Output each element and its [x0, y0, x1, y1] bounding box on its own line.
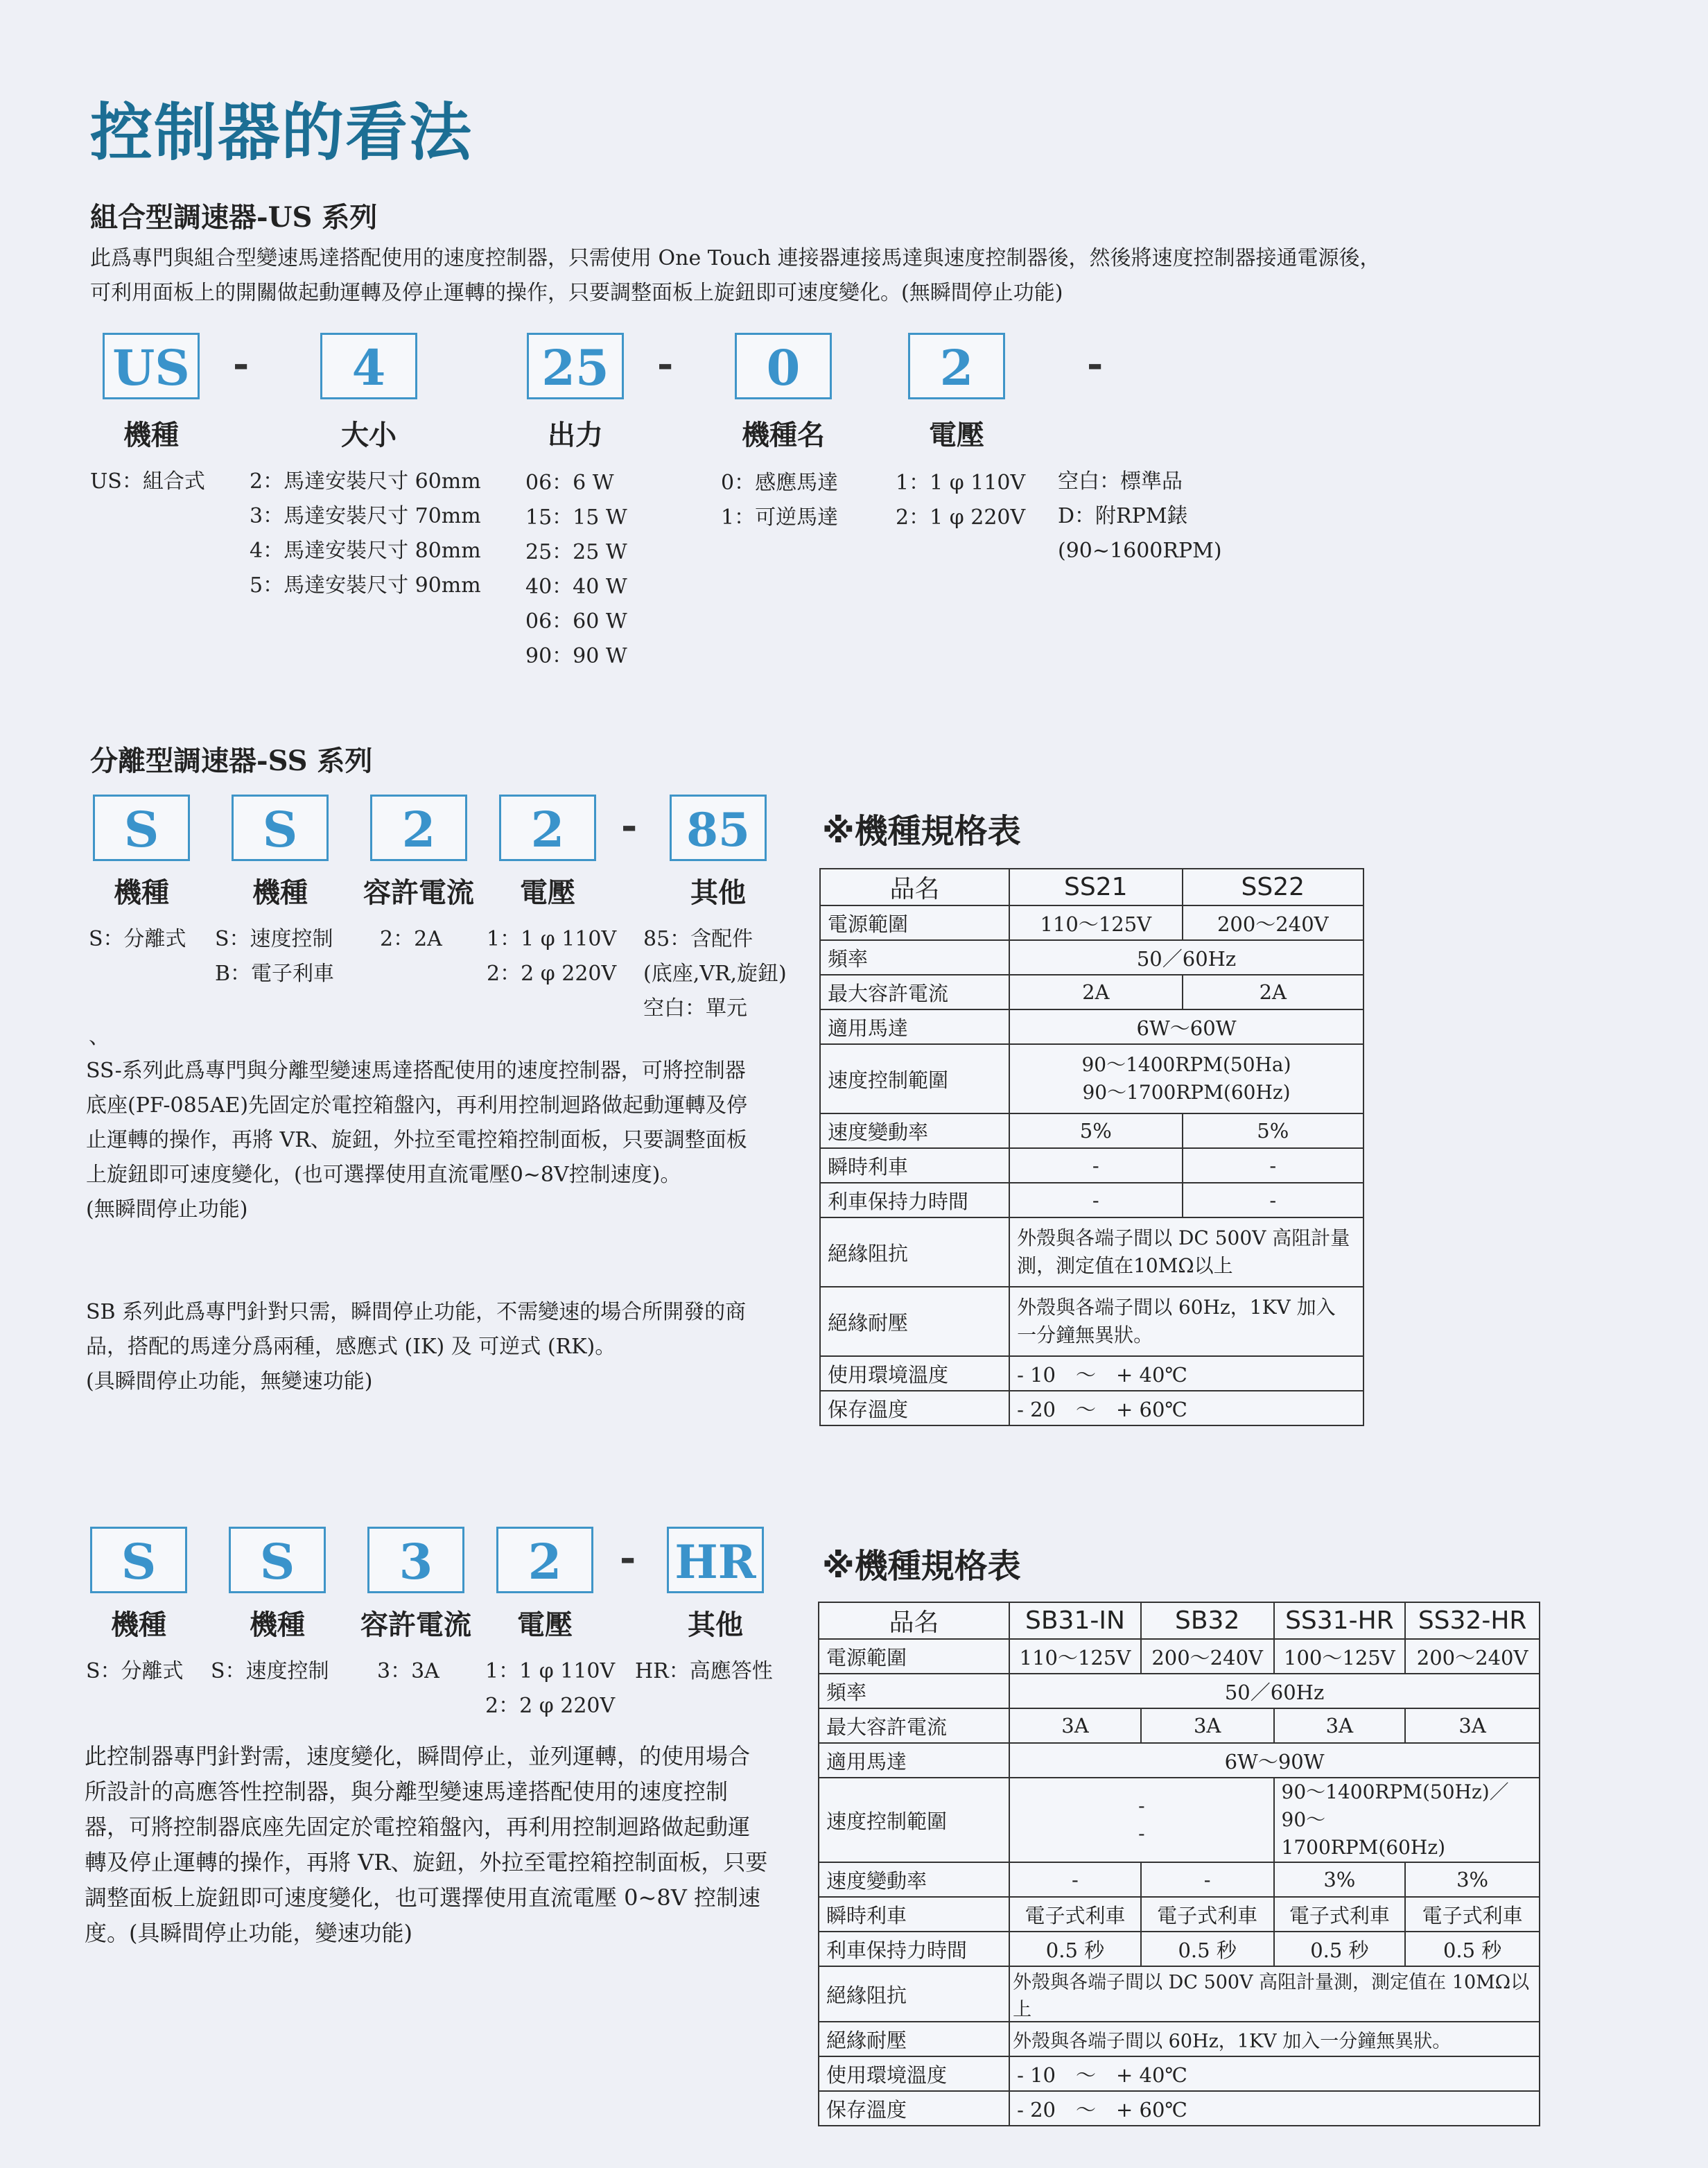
ss-label-control: 機種 — [252, 876, 308, 909]
us-description — [90, 241, 1380, 311]
us-label-power: 出力 — [548, 419, 603, 451]
hr-desc-line: 調整面板上旋鈕即可速度變化，也可選擇使用直流電壓 0~8V 控制速 — [85, 1884, 760, 1911]
ss-description — [86, 1054, 747, 1227]
table-row — [819, 1932, 1540, 1966]
ss-option-control: S：速度控制 B：電子利車 — [215, 927, 335, 986]
hr-code-voltage: 2 — [496, 1527, 593, 1593]
sb-desc-line: (具瞬間停止功能，無變速功能) — [86, 1369, 373, 1394]
us-option-voltage: 1：1 φ 110V 2：1 φ 220V — [896, 471, 1026, 530]
row-label: 使用環境溫度 — [820, 1356, 1009, 1391]
table-cell — [1009, 1778, 1273, 1862]
header-cell: SB32 — [1141, 1602, 1274, 1639]
us-label-voltage: 電壓 — [929, 419, 984, 451]
row-label: 適用馬達 — [819, 1743, 1009, 1778]
table-cell — [1274, 1778, 1540, 1862]
table-row — [820, 1391, 1363, 1425]
table-cell: 0.5 秒 — [1405, 1932, 1540, 1966]
sb-desc-line: 品，搭配的馬達分爲兩種，感應式 (IK) 及 可逆式 (RK)。 — [86, 1335, 616, 1359]
us-code-size: 4 — [320, 333, 417, 399]
table-cell: 50／60Hz — [1009, 940, 1363, 975]
table-cell: 電子式利車 — [1274, 1897, 1406, 1932]
table-row — [819, 2091, 1540, 2126]
ss-desc-line: SS-系列此爲專門與分離型變速馬達搭配使用的速度控制器，可將控制器 — [86, 1059, 746, 1083]
table-cell: 0.5 秒 — [1009, 1932, 1141, 1966]
table-cell: - 20 ～ + 60℃ — [1009, 2091, 1540, 2126]
cell-line: 外殼與各端子間以 60Hz，1KV 加入 — [1017, 1296, 1336, 1319]
hr-code-type: S — [90, 1527, 187, 1593]
stray-mark: 、 — [89, 1025, 110, 1049]
table-cell: 200～240V — [1141, 1639, 1274, 1674]
hr-label-other: 其他 — [688, 1608, 743, 1641]
ss-desc-line: (無瞬間停止功能) — [86, 1197, 248, 1222]
ss-label-current: 容許電流 — [363, 876, 474, 909]
hr-code-control: S — [229, 1527, 326, 1593]
hr-option-current: 3：3A — [377, 1659, 439, 1683]
us-option-other: 空白：標準品 D：附RPM錶 (90~1600RPM) — [1058, 469, 1222, 563]
us-heading: 組合型調速器-US 系列 — [90, 201, 378, 234]
ss-desc-line: 底座(PF-085AE)先固定於電控箱盤內，再利用控制迴路做起動運轉及停 — [86, 1093, 748, 1118]
ss-option-voltage: 1：1 φ 110V 2：2 φ 220V — [487, 927, 617, 986]
us-label-size: 大小 — [341, 419, 397, 451]
table-row — [820, 1113, 1363, 1148]
table-cell: 50／60Hz — [1009, 1674, 1540, 1708]
table-cell: 0.5 秒 — [1274, 1932, 1406, 1966]
ss-heading: 分離型調速器-SS 系列 — [90, 745, 373, 777]
ss-code-voltage: 2 — [499, 795, 596, 861]
table-cell: - — [1009, 1862, 1141, 1897]
hr-label-voltage: 電壓 — [517, 1608, 573, 1641]
table-cell: 110～125V — [1009, 905, 1182, 940]
cell-line: 一分鐘無異狀。 — [1017, 1324, 1153, 1346]
header-cell: SS32-HR — [1405, 1602, 1540, 1639]
cell-line: - — [1138, 1822, 1145, 1845]
sb-description — [86, 1295, 746, 1399]
ss-spec-table — [819, 868, 1364, 1426]
table-row — [819, 1639, 1540, 1674]
ss-label-type: 機種 — [114, 876, 169, 909]
table-cell: 6W～90W — [1009, 1743, 1540, 1778]
row-label: 絕緣阻抗 — [820, 1217, 1009, 1287]
row-label: 頻率 — [820, 940, 1009, 975]
hr-option-other: HR：高應答性 — [635, 1659, 773, 1683]
table-cell: 2A — [1009, 975, 1182, 1009]
table-row — [819, 2056, 1540, 2091]
table-row — [820, 905, 1363, 940]
row-label: 保存溫度 — [819, 2091, 1009, 2126]
table-row — [820, 1148, 1363, 1183]
table-cell: - — [1183, 1148, 1363, 1183]
table-row — [820, 975, 1363, 1009]
table-cell: 3A — [1141, 1708, 1274, 1743]
row-label: 最大容許電流 — [819, 1708, 1009, 1743]
table-cell: 3% — [1274, 1862, 1406, 1897]
hr-option-voltage: 1：1 φ 110V 2：2 φ 220V — [485, 1659, 616, 1718]
us-code-model: 0 — [735, 333, 832, 399]
hr-label-control: 機種 — [250, 1608, 305, 1641]
table-cell: - 20 ～ + 60℃ — [1009, 1391, 1363, 1425]
table-row — [820, 940, 1363, 975]
ss-code-other: 85 — [670, 795, 767, 861]
hr-description — [85, 1739, 767, 1951]
row-label: 電源範圍 — [820, 905, 1009, 940]
table-row — [819, 1708, 1540, 1743]
table-row — [820, 1356, 1363, 1391]
cell-line: 90～1700RPM(60Hz) — [1082, 1081, 1291, 1104]
table-row — [819, 1674, 1540, 1708]
cell-line: - — [1138, 1794, 1145, 1817]
sb-desc-line: SB 系列此爲專門針對只需，瞬間停止功能，不需變速的場合所開發的商 — [86, 1300, 747, 1324]
row-label: 速度控制範圍 — [819, 1778, 1009, 1862]
ss-code-type: S — [93, 795, 190, 861]
row-label: 速度控制範圍 — [820, 1044, 1009, 1113]
table-cell — [1009, 1287, 1363, 1356]
cell-line: 90～1400RPM(50Hz)／90～ — [1281, 1780, 1509, 1831]
us-code-power: 25 — [527, 333, 624, 399]
table-cell: 5% — [1009, 1113, 1182, 1148]
table-row — [820, 1183, 1363, 1217]
table-cell: 3A — [1274, 1708, 1406, 1743]
table-cell: 5% — [1183, 1113, 1363, 1148]
page-title: 控制器的看法 — [90, 96, 473, 169]
cell-line: 外殼與各端子間以 DC 500V 高阻計量 — [1017, 1226, 1350, 1249]
table-row — [820, 1217, 1363, 1287]
table-cell: 100～125V — [1274, 1639, 1406, 1674]
table-cell: 3% — [1405, 1862, 1540, 1897]
ss-code-control: S — [232, 795, 329, 861]
us-code-type: US — [103, 333, 200, 399]
table-cell: 6W～60W — [1009, 1009, 1363, 1044]
table-row — [819, 1743, 1540, 1778]
table-cell: 110～125V — [1009, 1639, 1141, 1674]
dash: - — [621, 803, 638, 849]
ss-option-other: 85：含配件 (底座,VR,旋鈕) 空白：單元 — [643, 927, 787, 1021]
hr-spec-table — [818, 1602, 1540, 2126]
table-row — [819, 1966, 1540, 2022]
table-cell: 3A — [1009, 1708, 1141, 1743]
header-cell: SS22 — [1183, 869, 1363, 905]
ss-spec-title: ※機種規格表 — [822, 812, 1021, 851]
header-cell: SS21 — [1009, 869, 1182, 905]
row-label: 適用馬達 — [820, 1009, 1009, 1044]
hr-desc-line: 所設計的高應答性控制器，與分離型變速馬達搭配使用的速度控制 — [85, 1778, 729, 1805]
hr-desc-line: 轉及停止運轉的操作，再將 VR、旋鈕，外拉至電控箱控制面板，只要 — [85, 1849, 768, 1875]
row-label: 瞬時利車 — [819, 1897, 1009, 1932]
us-option-model: 0：感應馬達 1：可逆馬達 — [721, 471, 839, 530]
table-row — [820, 1044, 1363, 1113]
hr-desc-line: 器，可將控制器底座先固定於電控箱盤內，再利用控制迴路做起動運 — [85, 1814, 751, 1840]
hr-desc-line: 此控制器專門針對需，速度變化，瞬間停止，並列運轉，的使用場合 — [85, 1743, 751, 1769]
us-label-model: 機種名 — [742, 419, 825, 451]
us-option-power: 06：6 W 15：15 W 25：25 W 40：40 W 06：60 W 90：90 W — [525, 471, 627, 668]
cell-line: 90～1400RPM(50Ha) — [1081, 1053, 1291, 1076]
ss-label-voltage: 電壓 — [520, 876, 575, 909]
header-cell: SB31-IN — [1009, 1602, 1141, 1639]
table-cell: 0.5 秒 — [1141, 1932, 1274, 1966]
table-row — [820, 1009, 1363, 1044]
header-cell: SS31-HR — [1274, 1602, 1406, 1639]
ss-option-current: 2：2A — [380, 927, 442, 951]
table-row — [819, 2022, 1540, 2056]
table-header-row — [819, 1602, 1540, 1639]
us-code-voltage: 2 — [908, 333, 1005, 399]
table-cell: 200～240V — [1183, 905, 1363, 940]
row-label: 瞬時利車 — [820, 1148, 1009, 1183]
us-desc-line: 可利用面板上的開關做起動運轉及停止運轉的操作，只要調整面板上旋鈕即可速度變化。(無瞬間停止功能) — [90, 281, 1063, 305]
us-desc-line: 此爲專門與組合型變速馬達搭配使用的速度控制器，只需使用 One Touch 連接器連接馬達與速度控制器後，然後將速度控制器接通電源後， — [90, 246, 1381, 270]
cell-line: 1700RPM(60Hz) — [1281, 1836, 1445, 1859]
hr-option-type: S：分離式 — [86, 1659, 184, 1683]
row-label: 利車保持力時間 — [819, 1932, 1009, 1966]
us-option-size: 2：馬達安裝尺寸 60mm 3：馬達安裝尺寸 70mm 4：馬達安裝尺寸 80mm 5：馬達安裝尺寸 90mm — [250, 469, 481, 598]
table-cell: 3A — [1405, 1708, 1540, 1743]
table-cell: 外殼與各端子間以 60Hz，1KV 加入一分鐘無異狀。 — [1009, 2022, 1540, 2056]
hr-spec-title: ※機種規格表 — [822, 1547, 1021, 1586]
row-label: 頻率 — [819, 1674, 1009, 1708]
hr-option-control: S：速度控制 — [211, 1659, 329, 1683]
hr-label-current: 容許電流 — [360, 1608, 471, 1641]
header-cell: 品名 — [819, 1602, 1009, 1639]
row-label: 速度變動率 — [819, 1862, 1009, 1897]
table-cell: - 10 ～ + 40℃ — [1009, 1356, 1363, 1391]
ss-code-current: 2 — [370, 795, 467, 861]
table-cell: 200～240V — [1405, 1639, 1540, 1674]
row-label: 電源範圍 — [819, 1639, 1009, 1674]
table-row — [819, 1862, 1540, 1897]
table-cell: 電子式利車 — [1009, 1897, 1141, 1932]
table-header-row — [820, 869, 1363, 905]
row-label: 絕緣耐壓 — [820, 1287, 1009, 1356]
table-cell: 外殼與各端子間以 DC 500V 高阻計量測，測定值在 10MΩ以上 — [1009, 1966, 1540, 2022]
dash: - — [657, 341, 674, 387]
row-label: 使用環境溫度 — [819, 2056, 1009, 2091]
table-cell: - 10 ～ + 40℃ — [1009, 2056, 1540, 2091]
table-row — [819, 1897, 1540, 1932]
table-row — [820, 1287, 1363, 1356]
table-cell: - — [1009, 1148, 1182, 1183]
header-cell: 品名 — [820, 869, 1009, 905]
table-cell: 2A — [1183, 975, 1363, 1009]
row-label: 絕緣耐壓 — [819, 2022, 1009, 2056]
row-label: 絕緣阻抗 — [819, 1966, 1009, 2022]
ss-desc-line: 上旋鈕即可速度變化，(也可選擇使用直流電壓0~8V控制速度)。 — [86, 1163, 681, 1187]
row-label: 最大容許電流 — [820, 975, 1009, 1009]
dash: - — [1087, 341, 1104, 387]
ss-label-other: 其他 — [690, 876, 746, 909]
hr-desc-line: 度。(具瞬間停止功能，變速功能) — [85, 1920, 412, 1946]
hr-label-type: 機種 — [111, 1608, 166, 1641]
row-label: 保存溫度 — [820, 1391, 1009, 1425]
hr-code-other: HR — [667, 1527, 764, 1593]
us-option-type: US：組合式 — [90, 469, 205, 494]
table-cell: 電子式利車 — [1405, 1897, 1540, 1932]
row-label: 利車保持力時間 — [820, 1183, 1009, 1217]
table-cell: - — [1141, 1862, 1274, 1897]
us-label-type: 機種 — [123, 419, 179, 451]
dash: - — [233, 341, 250, 387]
ss-option-type: S：分離式 — [89, 927, 186, 951]
hr-code-current: 3 — [367, 1527, 464, 1593]
table-cell: 電子式利車 — [1141, 1897, 1274, 1932]
row-label: 速度變動率 — [820, 1113, 1009, 1148]
table-row — [819, 1778, 1540, 1862]
dash: - — [620, 1535, 636, 1581]
table-cell — [1009, 1217, 1363, 1287]
ss-desc-line: 止運轉的操作，再將 VR、旋鈕，外拉至電控箱控制面板，只要調整面板 — [86, 1128, 747, 1152]
table-cell — [1009, 1044, 1363, 1113]
cell-line: 測，測定值在10MΩ以上 — [1017, 1254, 1233, 1277]
table-cell: - — [1183, 1183, 1363, 1217]
table-cell: - — [1009, 1183, 1182, 1217]
